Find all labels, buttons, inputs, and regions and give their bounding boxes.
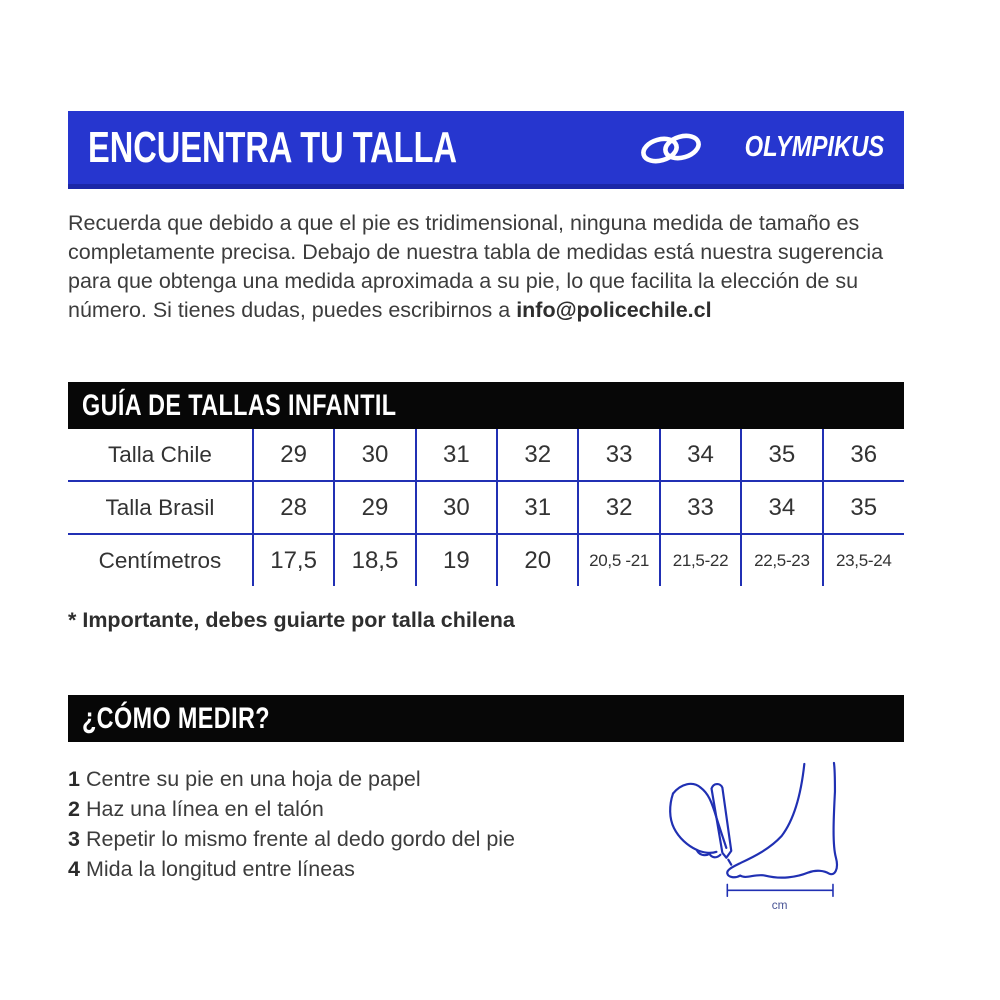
page-title: ENCUENTRA TU TALLA	[88, 122, 457, 172]
step-number: 4	[68, 857, 80, 881]
table-cell: 30	[416, 481, 497, 534]
table-row-talla-brasil	[68, 481, 904, 534]
table-cell: 35	[823, 481, 904, 534]
step-item-4	[68, 854, 636, 884]
steps-list	[68, 764, 636, 884]
content-column	[68, 111, 904, 916]
measurement-line	[727, 884, 833, 896]
cm-label: cm	[771, 898, 788, 913]
table-cell: 21,5-22	[660, 534, 741, 586]
table-cell: 28	[253, 481, 334, 534]
table-cell: 32	[497, 429, 578, 481]
section-bar-size-guide	[68, 382, 904, 429]
table-cell: 31	[416, 429, 497, 481]
table-row-talla-chile	[68, 429, 904, 481]
table-cell: 33	[660, 481, 741, 534]
row-label: Talla Chile	[108, 441, 212, 467]
section-title-how-to-measure: ¿CÓMO MEDIR?	[82, 701, 270, 735]
foot-measurement-illustration	[636, 758, 868, 916]
size-table	[68, 429, 904, 586]
table-cell: 31	[497, 481, 578, 534]
table-cell: 30	[334, 429, 415, 481]
table-cell: 35	[741, 429, 822, 481]
header-banner	[68, 111, 904, 189]
step-item-3	[68, 824, 636, 854]
step-item-2	[68, 794, 636, 824]
olympikus-rings-icon	[634, 127, 712, 169]
table-cell: 34	[741, 481, 822, 534]
pen	[712, 784, 732, 858]
row-label: Talla Brasil	[68, 481, 253, 534]
table-cell: 19	[416, 534, 497, 586]
contact-email: info@policechile.cl	[516, 298, 712, 322]
table-cell: 18,5	[334, 534, 415, 586]
brand-name: OLYMPIKUS	[744, 131, 884, 163]
section-title-size-guide: GUÍA DE TALLAS INFANTIL	[82, 388, 397, 422]
step-text: Repetir lo mismo frente al dedo gordo del pie	[85, 827, 516, 851]
section-bar-how-to-measure	[68, 695, 904, 742]
important-note: * Importante, debes guiarte por talla chilena	[68, 608, 515, 632]
table-cell: 34	[660, 429, 741, 481]
table-cell: 33	[578, 429, 659, 481]
step-number: 3	[68, 827, 80, 851]
step-text: Mida la longitud entre líneas	[85, 857, 355, 881]
brand-logo	[634, 127, 884, 169]
how-to-measure-body	[68, 764, 904, 916]
step-number: 1	[68, 767, 80, 791]
table-cell: 29	[334, 481, 415, 534]
intro-paragraph	[68, 209, 904, 325]
foot-outline	[727, 763, 837, 878]
step-text: Haz una línea en el talón	[85, 797, 324, 821]
row-label: Centímetros	[68, 534, 253, 586]
hand-palm	[670, 794, 716, 853]
step-item-1	[68, 764, 636, 794]
table-cell: 32	[578, 481, 659, 534]
table-cell: 17,5	[253, 534, 334, 586]
step-number: 2	[68, 797, 80, 821]
table-cell: 23,5-24	[823, 534, 904, 586]
step-text: Centre su pie en una hoja de papel	[85, 767, 421, 791]
table-cell: 29	[253, 429, 334, 481]
table-cell: 20	[497, 534, 578, 586]
table-cell: 36	[823, 429, 904, 481]
table-cell: 20,5 -21	[578, 534, 659, 586]
pen-tip-mark	[728, 860, 731, 865]
table-cell: 22,5-23	[741, 534, 822, 586]
intro-text: Recuerda que debido a que el pie es tridimensional, ninguna medida de tamaño es completamente precisa. Debajo de nuestra tabla de medidas está nuestra sugerencia para que obtenga una medida aproximada a su pie, lo que facilita la elección de su número. Si tienes dudas, puedes escribirnos a	[68, 211, 884, 322]
table-row-centimetros	[68, 534, 904, 586]
